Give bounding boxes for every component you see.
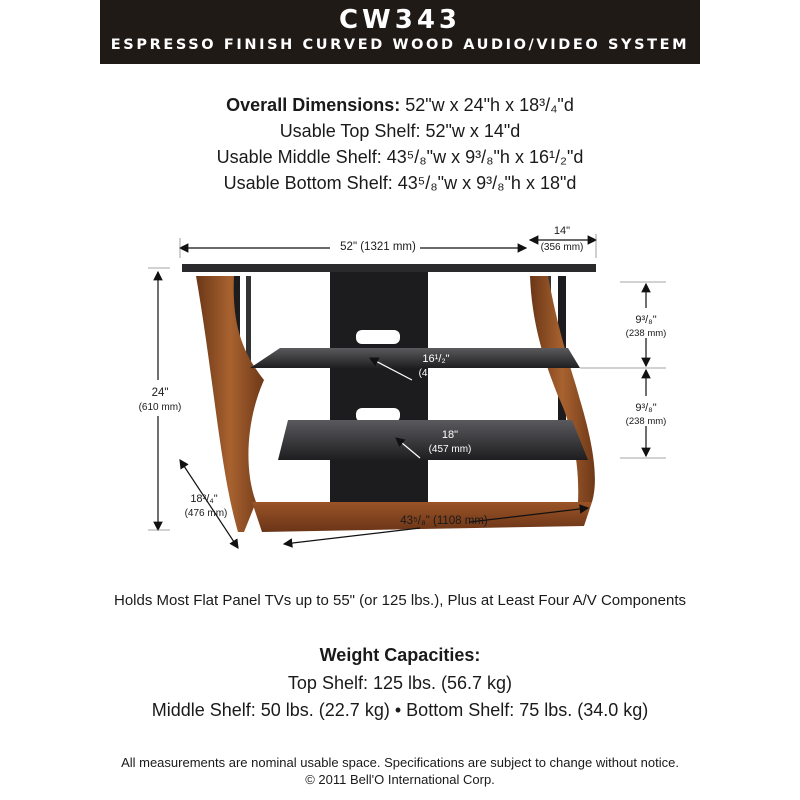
weight-title: Weight Capacities: (319, 645, 481, 665)
bottom-depth-mm: (457 mm) (428, 444, 472, 455)
overall-depth-in: 18³/₄" (190, 493, 218, 505)
top-shelf-dimensions (0, 118, 800, 144)
weight-top-shelf: Top Shelf: 125 lbs. (56.7 kg) (287, 673, 513, 693)
bottom-shelf-dimensions (0, 170, 800, 196)
copyright: © 2011 Bell'O International Corp. (305, 772, 495, 787)
dimensions-block (0, 92, 800, 196)
bottom-depth-in: 18" (441, 429, 459, 441)
top-shelf-glass (182, 264, 596, 272)
top-value: 52"w x 14"d (425, 121, 521, 141)
top-label: Usable Top Shelf: (279, 121, 421, 141)
height-label-in: 24" (151, 387, 169, 399)
back-panel (330, 272, 428, 504)
width-label: 52" (1321 mm) (340, 241, 416, 253)
disclaimer: All measurements are nominal usable space. Specifications are subject to change without notice. (121, 755, 679, 770)
upper-clearance-mm: (238 mm) (625, 328, 667, 339)
weight-middle-shelf: Middle Shelf: 50 lbs. (22.7 kg) (151, 700, 390, 720)
middle-shelf-glass (250, 348, 580, 368)
title-banner (100, 0, 700, 64)
bottom-value: 43⁵/₈"w x 9³/₈"h x 18"d (397, 173, 577, 193)
middle-label: Usable Middle Shelf: (216, 147, 382, 167)
top-depth-label-mm: (356 mm) (540, 242, 584, 253)
overall-depth-mm: (476 mm) (184, 508, 228, 519)
inner-width-label: 43⁵/₈" (1108 mm) (400, 515, 488, 527)
bottom-label: Usable Bottom Shelf: (223, 173, 393, 193)
height-label-mm: (610 mm) (138, 402, 182, 413)
product-diagram (0, 220, 800, 580)
middle-depth-in: 16¹/₂" (422, 353, 450, 365)
middle-shelf-dimensions (0, 144, 800, 170)
middle-depth-mm: (419 mm) (418, 368, 462, 379)
middle-value: 43⁵/₈"w x 9³/₈"h x 16¹/₂"d (386, 147, 584, 167)
model-number: CW343 (338, 5, 462, 35)
cable-port-lower (356, 408, 400, 422)
overall-label: Overall Dimensions: (226, 95, 401, 115)
post-left-back (246, 276, 251, 366)
capacity-note: Holds Most Flat Panel TVs up to 55" (or 125 lbs.), Plus at Least Four A/V Components (114, 592, 686, 609)
weight-capacities (0, 642, 800, 724)
cable-port-upper (356, 330, 400, 344)
overall-value: 52"w x 24"h x 18³/₄"d (405, 95, 574, 115)
lower-clearance-mm: (238 mm) (625, 416, 667, 427)
overall-dimensions (0, 92, 800, 118)
top-depth-label-in: 14" (553, 225, 571, 237)
stand-illustration (182, 264, 596, 532)
lower-clearance-in: 9³/₈" (635, 402, 657, 414)
weight-separator: • (394, 700, 402, 720)
weight-bottom-shelf: Bottom Shelf: 75 lbs. (34.0 kg) (406, 700, 649, 720)
product-subtitle: ESPRESSO FINISH CURVED WOOD AUDIO/VIDEO SYSTEM (110, 37, 690, 53)
weight-lower-shelves (0, 697, 800, 724)
footer (0, 754, 800, 788)
upper-clearance-in: 9³/₈" (635, 314, 657, 326)
